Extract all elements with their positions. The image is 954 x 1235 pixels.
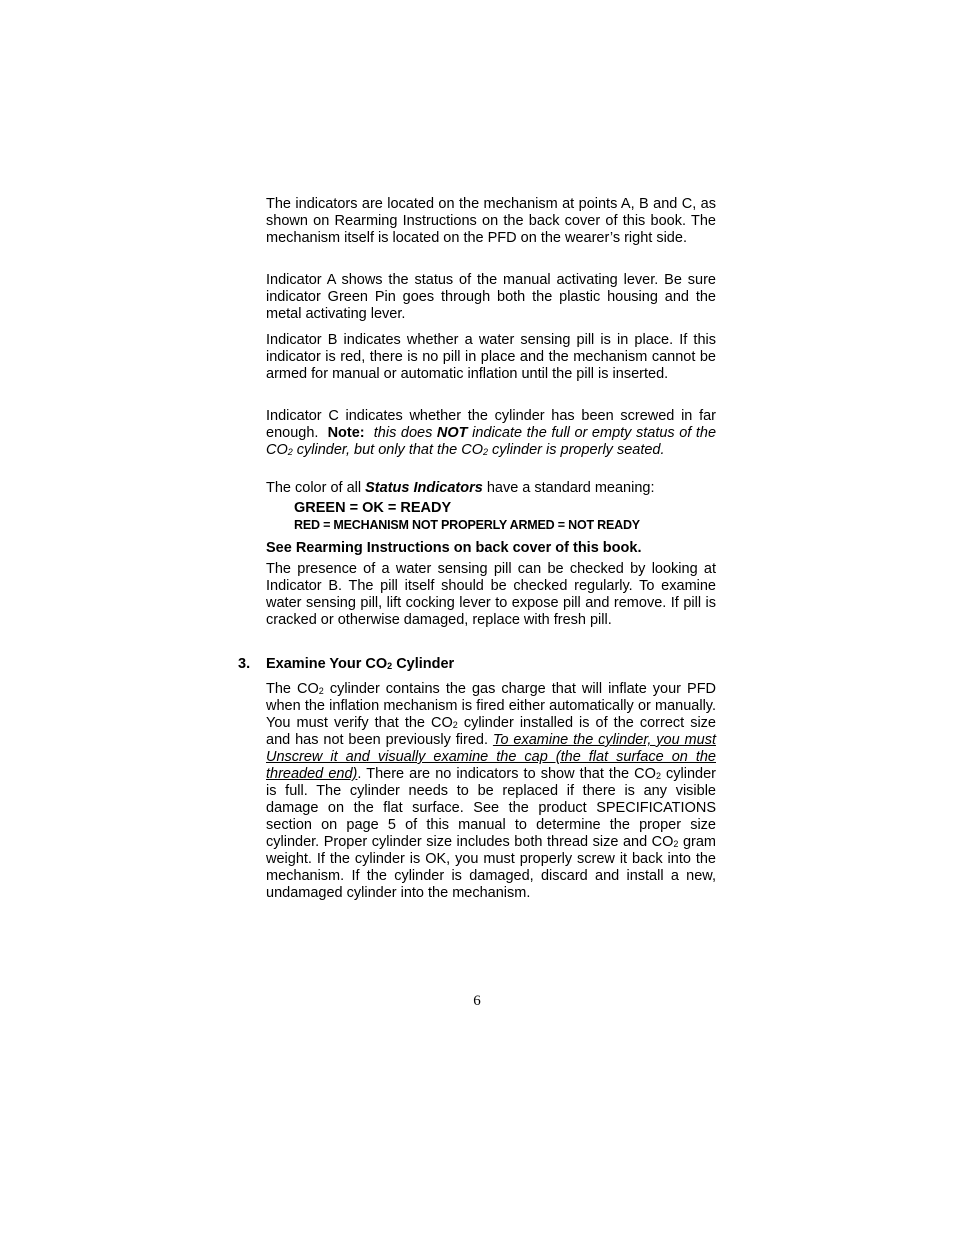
paragraph-indicator-b: Indicator B indicates whether a water sensing pill is in place. If this indicator is red, there is no pill in place and the mechanism cannot be armed for manual or automatic inflation until the pill is inserted. (266, 332, 716, 382)
text-span: indicate the full or empty status of the CO (266, 425, 717, 458)
underlined-instruction: To examine the cylinder, you must Unscrew it and visually examine the cap (the flat surface on the threaded end) (266, 732, 716, 782)
green-meaning-line: GREEN = OK = READY (294, 500, 452, 516)
subscript: 2 (387, 661, 393, 671)
paragraph-indicator-a: Indicator A shows the status of the manual activating lever. Be sure indicator Green Pin goes through both the plastic housing and the metal activating lever. (266, 272, 716, 322)
status-indicators-term: Status Indicators (365, 480, 483, 496)
section-number: 3. (238, 656, 251, 672)
emphasis-not: NOT (436, 425, 468, 441)
text-span: cylinder, but only that the CO (296, 442, 483, 458)
subscript: 2 (318, 686, 324, 696)
see-rearming-line: See Rearming Instructions on back cover of this book. (266, 540, 642, 556)
subscript: 2 (287, 447, 293, 457)
text-span: cylinder contains the gas charge that will inflate your PFD when the inflation mechanism is fired either automatically or manually. You must verify that the CO (266, 681, 717, 731)
paragraph-status-colors (266, 480, 716, 497)
paragraph-water-pill: The presence of a water sensing pill can be checked by looking at Indicator B. The pill itself should be checked regularly. To examine water sensing pill, lift cocking lever to expose pill and remove. If pill is cracked or otherwise damaged, replace with fresh pill. (266, 561, 716, 628)
text-span: cylinder installed is of the correct size and has not been previously fired. (266, 715, 716, 748)
subscript: 2 (655, 771, 661, 781)
text-span: cylinder is properly seated. (492, 442, 665, 458)
text-span: cylinder is full. The cylinder needs to be replaced if there is any visible damage on the flat surface. See the product SPECIFICATIONS section on page 5 of this manual to determine the proper size cylinder. Proper cylinder size includes both thread size and CO (266, 766, 717, 850)
text-span: The color of all (266, 480, 362, 496)
text-span: The CO (266, 681, 319, 697)
section-title-end: Cylinder (396, 656, 455, 672)
subscript: 2 (482, 447, 488, 457)
paragraph-co2-cylinder (266, 681, 716, 902)
subscript: 2 (673, 839, 679, 849)
section-heading (238, 656, 454, 673)
red-meaning-line: RED = MECHANISM NOT PROPERLY ARMED = NOT READY (294, 518, 640, 532)
text-span: . There are no indicators to show that the CO (357, 766, 656, 782)
paragraph-indicators-location: The indicators are located on the mechanism at points A, B and C, as shown on Rearming Instructions on the back cover of this book. The mechanism itself is located on the PFD on the wearer’s right side. (266, 196, 716, 246)
text-span: Indicator C indicates whether the cylinder has been screwed in far enough. (266, 408, 716, 441)
page-number: 6 (473, 993, 481, 1009)
note-label: Note: (327, 425, 365, 441)
text-span: this does (373, 425, 433, 441)
section-title: Examine Your CO (266, 656, 388, 672)
text-span: gram weight. If the cylinder is OK, you must properly screw it back into the mechanism. If the cylinder is damaged, discard and install a new, undamaged cylinder into the mechanism. (266, 834, 717, 901)
text-span: have a standard meaning: (486, 480, 655, 496)
paragraph-indicator-c (266, 408, 716, 459)
subscript: 2 (452, 720, 458, 730)
